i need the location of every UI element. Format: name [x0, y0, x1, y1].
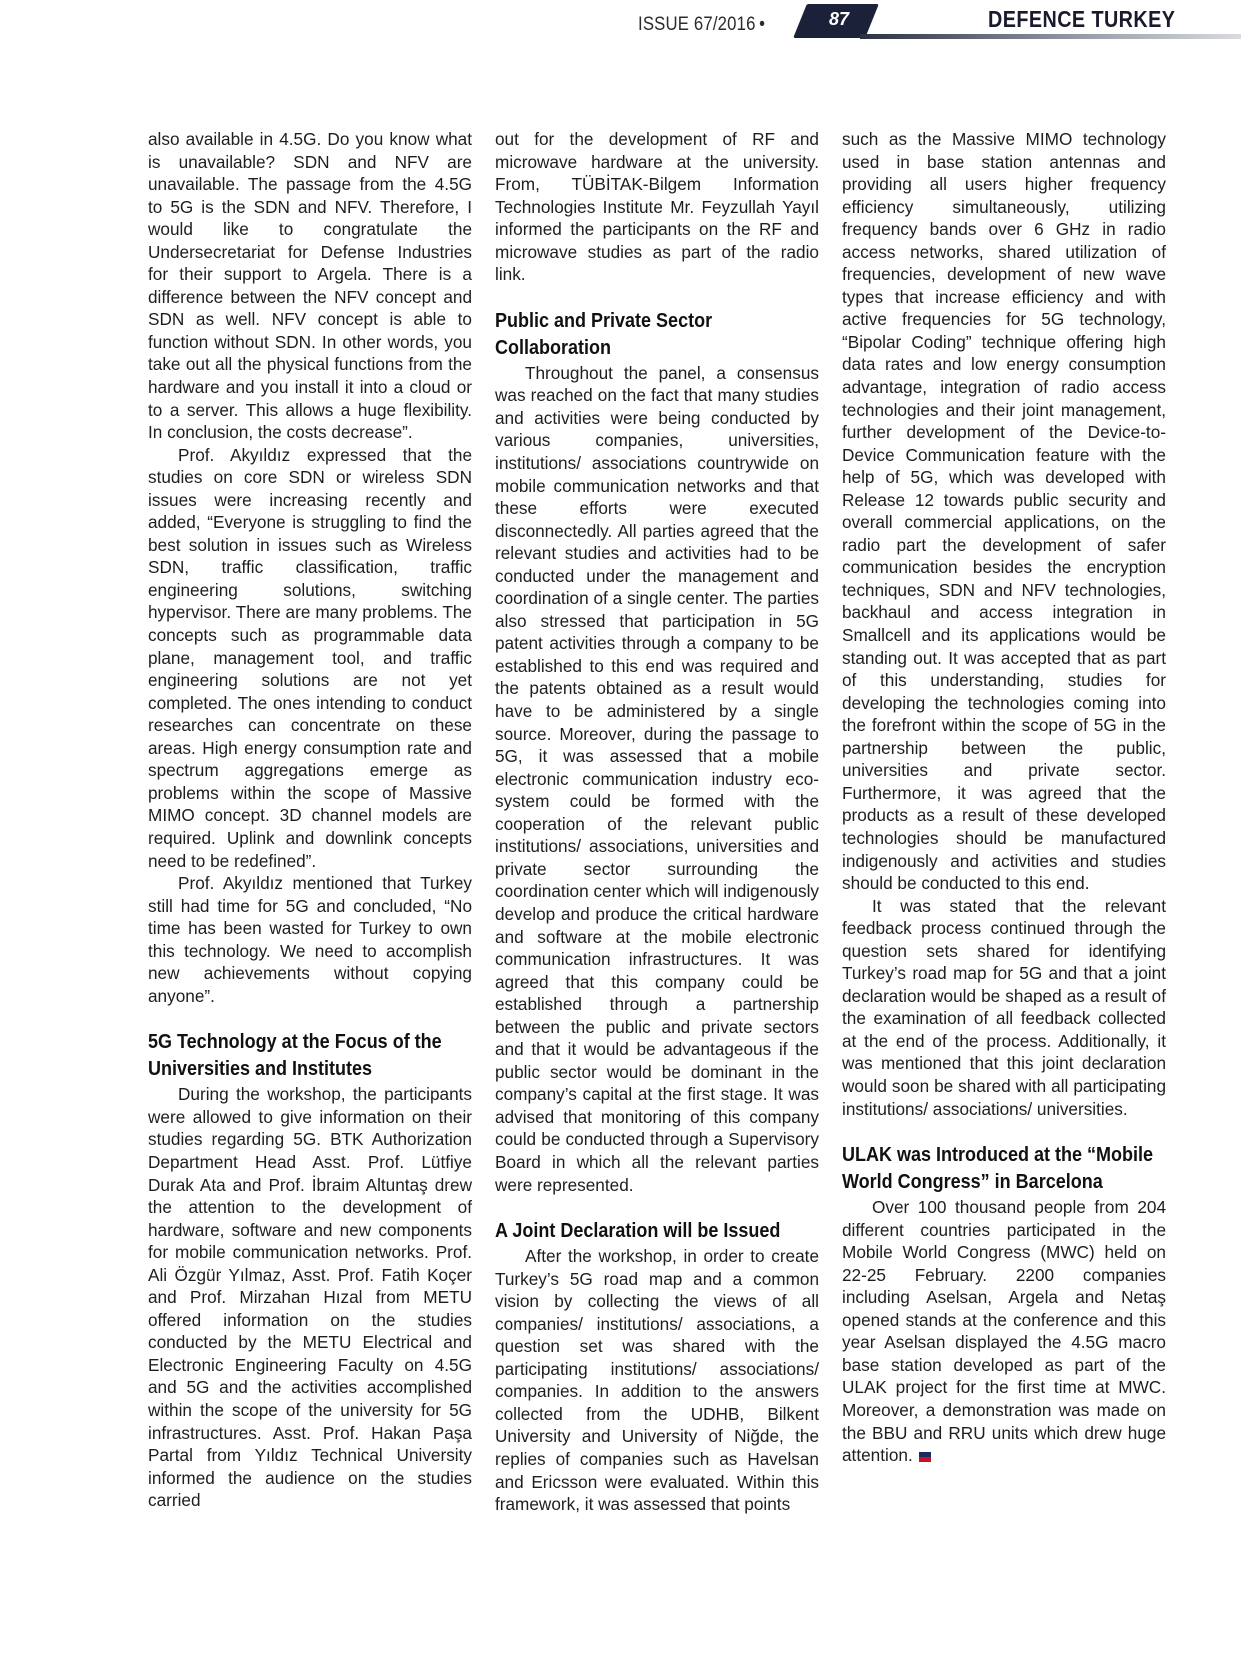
paragraph-text: Over 100 thousand people from 204 different countries participated in the Mobile World Congress (MWC) held on 22-25 February. 2200 companies including Aselsan, Argela and Netaş opened stands at the conference and this year Aselsan displayed the 4.5G macro base station developed as part of the ULAK project for the first time at MWC. Moreover, a demonstration was made on the BBU and RRU units which drew huge attention. [842, 1197, 1166, 1466]
column-1 [148, 128, 472, 1512]
spacer [148, 1007, 472, 1029]
spacer [495, 1196, 819, 1218]
magazine-title: DEFENCE TURKEY [988, 6, 1176, 32]
paragraph: such as the Massive MIMO technology used in base station antennas and providing all users higher frequency efficiency simultaneously, utilizing frequency bands over 6 GHz in radio access networks, shared utilization of frequencies, development of new wave types that increase efficiency and with active frequencies for 5G technology, “Bipolar Coding” technique offering high data rates and low energy consumption advantage, integration of radio access technologies and their joint management, further development of the Device-to-Device Communication feature with the help of 5G, which was developed with Release 12 towards public security and overall commercial applications, on the radio part the development of safer communication besides the encryption techniques, SDN and NFV technologies, backhaul and access integration in Smallcell and its applications would be standing out. It was accepted that as part of this understanding, studies for developing the technologies coming into the forefront within the scope of 5G in the partnership between the public, universities and private sector. Furthermore, it was agreed that the products as a result of these developed technologies should be manufactured indigenously and activities and studies should be conducted to this end. [842, 129, 1166, 894]
paragraph: Prof. Akyıldız expressed that the studies on core SDN or wireless SDN issues were increasing recently and added, “Everyone is struggling to find the best solution in issues such as Wireless SDN, traffic classification, traffic engineering solutions, switching hypervisor. There are many problems. The concepts such as programmable data plane, management tool, and traffic engineering solutions are not yet completed. The ones intending to conduct researches can concentrate on these areas. High energy consumption rate and spectrum aggregations emerge as problems within the scope of Massive MIMO concept. 3D channel models are required. Uplink and downlink concepts need to be redefined”. [148, 444, 472, 871]
column-3 [842, 128, 1166, 1467]
section-heading: Public and Private Sector Collaboration [495, 309, 713, 359]
spacer [842, 1120, 1166, 1142]
issue-bullet: • [759, 14, 766, 35]
paragraph: It was stated that the relevant feedback process continued through the question sets shared for identifying Turkey’s road map for 5G and that a joint declaration would be shaped as a result of the examination of all feedback collected at the end of the process. Additionally, it was mentioned that this joint declaration would soon be shared with all participating institutions/ associations/ universities. [842, 895, 1166, 1119]
issue-number: ISSUE 67/2016 [638, 14, 756, 35]
spacer [495, 286, 819, 308]
column-2 [495, 128, 819, 1516]
section-heading: A Joint Declaration will be Issued [495, 1220, 781, 1243]
end-of-article-icon [919, 1452, 931, 1462]
page-number: 87 [828, 9, 850, 29]
page-header [0, 0, 1241, 48]
paragraph: Throughout the panel, a consensus was reached on the fact that many studies and activities were being conducted by various companies, universities, institutions/ associations countrywide on mobile communication networks and that these efforts were executed disconnectedly. All parties agreed that the relevant studies and activities had to be conducted under the management and coordination of a single center. The parties also stressed that participation in 5G patent activities through a company to be established to this end was required and the patents obtained as a result would have to be administered by a single source. Moreover, during the passage to 5G, it was assessed that a mobile electronic communication industry eco-system could be formed with the cooperation of the relevant public institutions/ associations, universities and private sector surrounding the coordination center which will indigenously develop and produce the critical hardware and software at the mobile electronic communication infrastructures. It was agreed that this company could be established through a partnership between the public and private sectors and that it would be advantageous if the public sector would be dominant in the company’s capital at the first stage. It was advised that monitoring of this company could be conducted through a Supervisory Board in which all the relevant parties were represented. [495, 362, 819, 1195]
paragraph-last [842, 1196, 1166, 1467]
paragraph: After the workshop, in order to create Turkey’s 5G road map and a common vision by collecting the views of all companies/ institutions/ associations, a question set was shared with the participating institutions/ associations/ companies. In addition to the answers collected from the UDHB, Bilkent University and University of Niğde, the replies of companies such as Havelsan and Ericsson were evaluated. Within this framework, it was assessed that points [495, 1246, 819, 1515]
paragraph: also available in 4.5G. Do you know what is unavailable? SDN and NFV are unavailable. The passage from the 4.5G to 5G is the SDN and NFV. Therefore, I would like to congratulate the Undersecretariat for Defense Industries for their support to Argela. There is a difference between the NFV concept and SDN as well. NFV concept is able to function without SDN. In other words, you take out all the physical functions from the hardware and you install it into a cloud or to a server. This allows a huge flexibility. In conclusion, the costs decrease”. [148, 129, 472, 443]
paragraph: Prof. Akyıldız mentioned that Turkey still had time for 5G and concluded, “No time has been wasted for Turkey to own this technology. We need to accomplish new achievements without copying anyone”. [148, 873, 472, 1006]
header-rule [860, 34, 1241, 39]
section-heading: 5G Technology at the Focus of the Universities and Institutes [148, 1031, 442, 1081]
paragraph: During the workshop, the participants were allowed to give information on their studies regarding 5G. BTK Authorization Department Head Asst. Prof. Lütfiye Durak Ata and Prof. İbraim Altuntaş drew the attention to the development of hardware, software and new components for mobile communication networks. Prof. Ali Özgür Yılmaz, Asst. Prof. Fatih Koçer and Prof. Mirzahan Hızal from METU offered information on the studies conducted by the METU Electrical and Electronic Engineering Faculty on 4.5G and 5G and the activities accomplished within the scope of the university for 5G infrastructures. Asst. Prof. Hakan Paşa Partal from Yıldız Technical University informed the audience on the studies carried [148, 1084, 472, 1511]
issue-label [638, 14, 765, 36]
paragraph: out for the development of RF and microwave hardware at the university. From, TÜBİTAK-Bilgem Information Technologies Institute Mr. Feyzullah Yayıl informed the participants on the RF and microwave studies as part of the radio link. [495, 129, 819, 285]
section-heading: ULAK was Introduced at the “Mobile World Congress” in Barcelona [842, 1144, 1154, 1194]
